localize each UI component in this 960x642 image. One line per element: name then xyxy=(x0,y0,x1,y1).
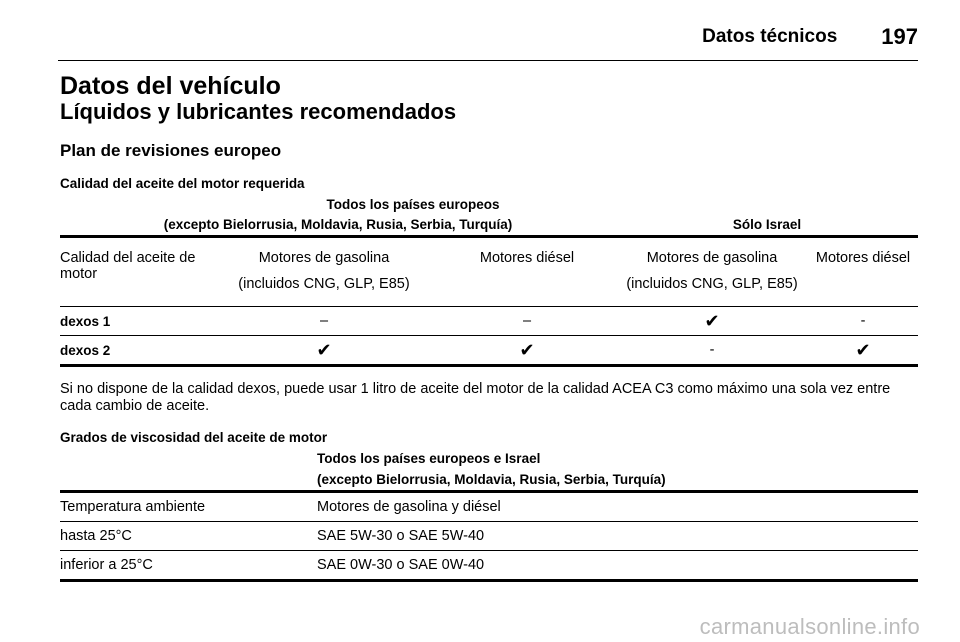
viscosity-table xyxy=(60,448,918,582)
viscosity-heading: Grados de viscosidad del aceite de motor xyxy=(60,430,328,445)
table-row xyxy=(60,336,918,366)
table-row xyxy=(60,492,918,522)
checkmark-icon: ✔ xyxy=(210,336,438,366)
dexos-note: Si no dispone de la calidad dexos, puede usar 1 litro de aceite del motor de la calidad ACEA C3 como máximo una sola vez entre cada cambio de aceite. xyxy=(60,381,891,414)
checkmark-icon: ✔ xyxy=(438,336,616,366)
column-header-diesel-israel: Motores diésel xyxy=(808,237,918,307)
cell-value: – xyxy=(438,307,616,336)
page-subtitle: Líquidos y lubricantes recomendados xyxy=(60,99,457,124)
page-number: 197 xyxy=(881,24,918,49)
column-header-temperature: Temperatura ambiente xyxy=(60,492,317,522)
checkmark-icon: ✔ xyxy=(616,307,808,336)
column-header-petrol-israel: Motores de gasolina (incluidos CNG, GLP, E85) xyxy=(616,237,808,307)
viscosity-grade-cell: SAE 0W-30 o SAE 0W-40 xyxy=(317,551,918,581)
column-header-diesel-eu: Motores diésel xyxy=(438,237,616,307)
section-heading: Plan de revisiones europeo xyxy=(60,141,282,160)
oil-quality-table xyxy=(60,194,918,367)
cell-value: – xyxy=(210,307,438,336)
page-content xyxy=(60,72,918,582)
row-label-dexos1: dexos 1 xyxy=(60,307,210,336)
column-header-petrol-eu: Motores de gasolina (incluidos CNG, GLP, E85) xyxy=(210,237,438,307)
header-section-title: Datos técnicos xyxy=(702,26,838,47)
checkmark-icon: ✔ xyxy=(808,336,918,366)
cell-value: - xyxy=(616,336,808,366)
temperature-cell: inferior a 25°C xyxy=(60,551,317,581)
cell-value: - xyxy=(808,307,918,336)
page-title: Datos del vehículo xyxy=(60,72,281,100)
viscosity-group-header: Todos los países europeos e Israel xyxy=(317,450,541,466)
column-header-engines: Motores de gasolina y diésel xyxy=(317,492,918,522)
watermark: carmanualsonline.info xyxy=(699,614,920,639)
oil-quality-heading: Calidad del aceite del motor requerida xyxy=(60,176,305,191)
table-row xyxy=(60,522,918,551)
column-header-oil-quality: Calidad del aceite de motor xyxy=(60,237,210,307)
oil-quality-group-header: Todos los países europeos xyxy=(326,196,500,212)
viscosity-group-exclusions: (excepto Bielorrusia, Moldavia, Rusia, Serbia, Turquía) xyxy=(317,468,918,492)
table-row xyxy=(60,307,918,336)
temperature-cell: hasta 25°C xyxy=(60,522,317,551)
israel-header: Sólo Israel xyxy=(616,214,918,237)
row-label-dexos2: dexos 2 xyxy=(60,336,210,366)
page-header xyxy=(58,14,918,61)
viscosity-grade-cell: SAE 5W-30 o SAE 5W-40 xyxy=(317,522,918,551)
table-row xyxy=(60,551,918,581)
oil-quality-group-exclusions: (excepto Bielorrusia, Moldavia, Rusia, Serbia, Turquía) xyxy=(60,214,616,237)
